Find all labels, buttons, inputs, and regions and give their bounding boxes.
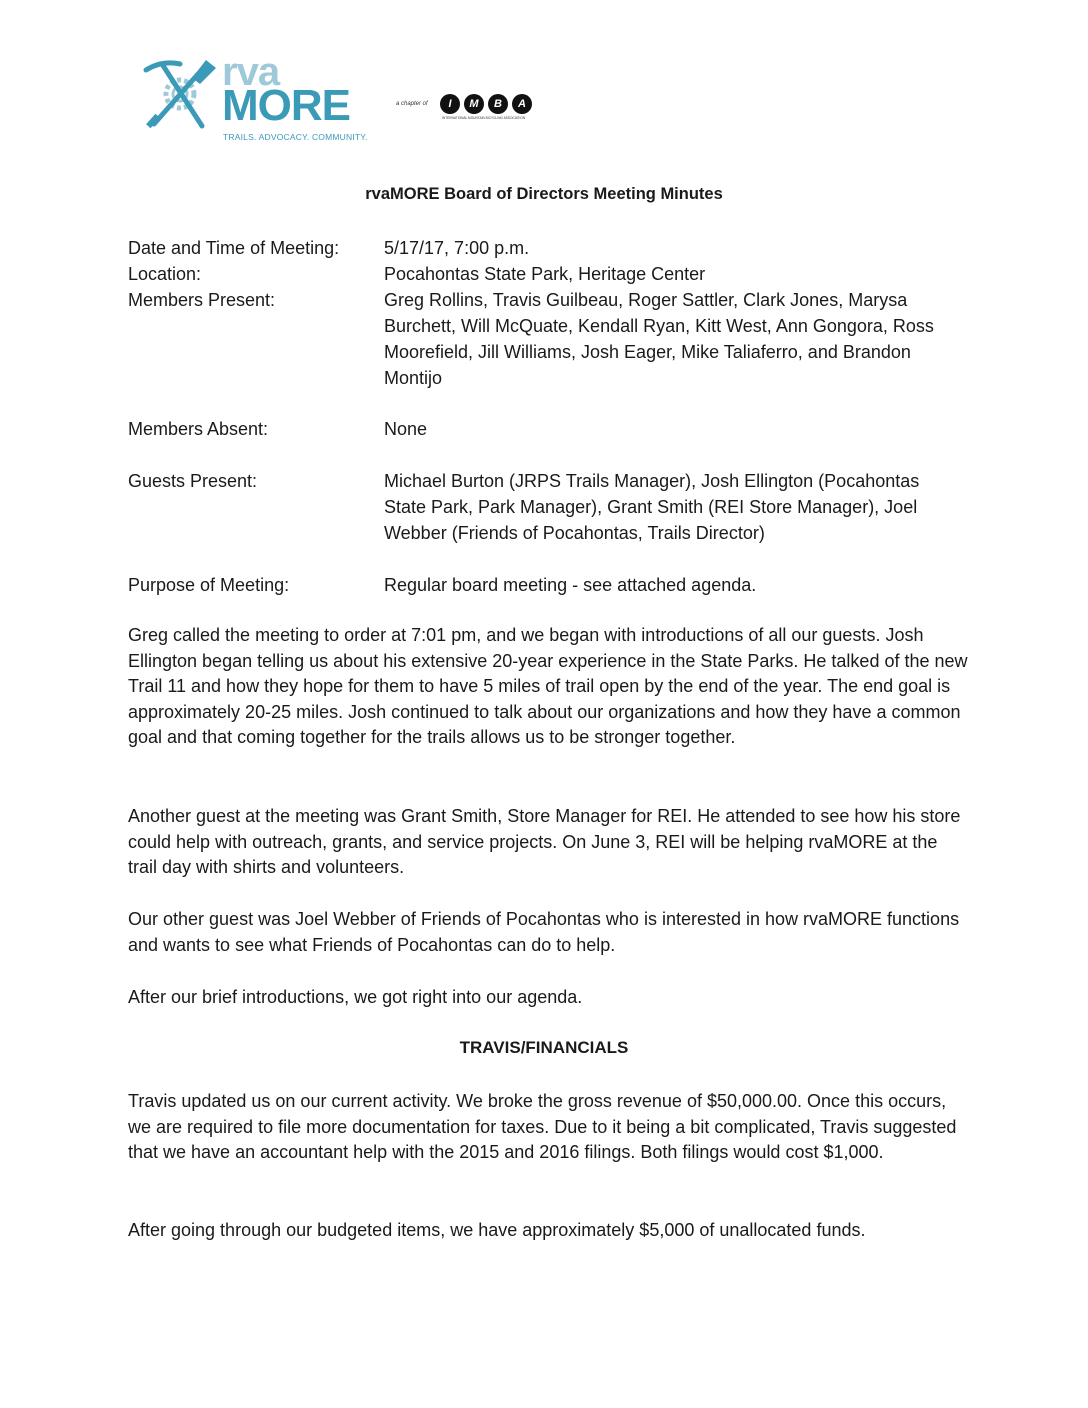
body-paragraph: Travis updated us on our current activity. We broke the gross revenue of $50,000.00. Once this occurs, we are required to file more documentation for taxes. Due to it being a bit complicated, Travis suggested that we have an accountant help with the 2015 and 2016 filings. Both filings would cost $1,000.	[128, 1091, 957, 1163]
info-value: Pocahontas State Park, Heritage Center	[384, 264, 706, 284]
imba-chapter-badge	[396, 94, 546, 124]
rvamore-logo	[140, 50, 390, 148]
imba-letter: A	[512, 94, 532, 114]
info-value: None	[384, 419, 428, 439]
info-label: Members Absent:	[128, 419, 269, 439]
info-label: Members Present:	[128, 290, 276, 310]
imba-letter: B	[488, 94, 508, 114]
info-label: Purpose of Meeting:	[128, 575, 290, 595]
document-title: rvaMORE Board of Directors Meeting Minutes	[365, 185, 723, 203]
body-paragraph: Our other guest was Joel Webber of Friends of Pocahontas who is interested in how rvaMORE functions and wants to see what Friends of Pocahontas can do to help.	[128, 909, 960, 955]
imba-subtext: INTERNATIONAL MOUNTAIN BICYCLING ASSOCIATION	[442, 116, 526, 120]
logo-more-text: MORE	[222, 81, 350, 130]
info-value: Regular board meeting - see attached agenda.	[384, 575, 757, 595]
logo-rva-text: rva	[222, 50, 280, 94]
body-paragraph: Another guest at the meeting was Grant Smith, Store Manager for REI. He attended to see how his store could help with outreach, grants, and service projects. On June 3, REI will be helping rvaMORE at the trail day with shirts and volunteers.	[128, 806, 961, 878]
body-paragraph: After going through our budgeted items, we have approximately $5,000 of unallocated funds.	[128, 1220, 866, 1240]
info-value: Michael Burton (JRPS Trails Manager), Josh Ellington (Pocahontas State Park, Park Manager), Grant Smith (REI Store Manager), Joel Webber (Friends of Pocahontas, Trails Director)	[384, 471, 920, 543]
shovel-pickaxe-gear-icon	[140, 58, 222, 130]
info-label: Date and Time of Meeting:	[128, 238, 340, 258]
body-paragraph: After our brief introductions, we got right into our agenda.	[128, 987, 583, 1007]
logo-tagline: TRAILS. ADVOCACY. COMMUNITY.	[223, 132, 368, 142]
info-label: Location:	[128, 264, 202, 284]
chapter-text: a chapter of	[396, 101, 428, 107]
imba-letter: I	[440, 94, 460, 114]
info-label: Guests Present:	[128, 471, 258, 491]
info-value: 5/17/17, 7:00 p.m.	[384, 238, 530, 258]
info-value: Greg Rollins, Travis Guilbeau, Roger Sattler, Clark Jones, Marysa Burchett, Will McQuate, Kendall Ryan, Kitt West, Ann Gongora, Ross Moorefield, Jill Williams, Josh Eager, Mike Taliaferro, and Brandon Montijo	[384, 290, 934, 388]
imba-letter: M	[464, 94, 484, 114]
section-heading: TRAVIS/FINANCIALS	[459, 1038, 629, 1057]
body-paragraph: Greg called the meeting to order at 7:01 pm, and we began with introductions of all our guests. Josh Ellington began telling us about his extensive 20-year experience in the State Parks. He talked of the new Trail 11 and how they hope for them to have 5 miles of trail open by the end of the year. The end goal is approximately 20-25 miles. Josh continued to talk about our organizations and how they have a common goal and that coming together for the trails allows us to be stronger together.	[128, 625, 968, 748]
